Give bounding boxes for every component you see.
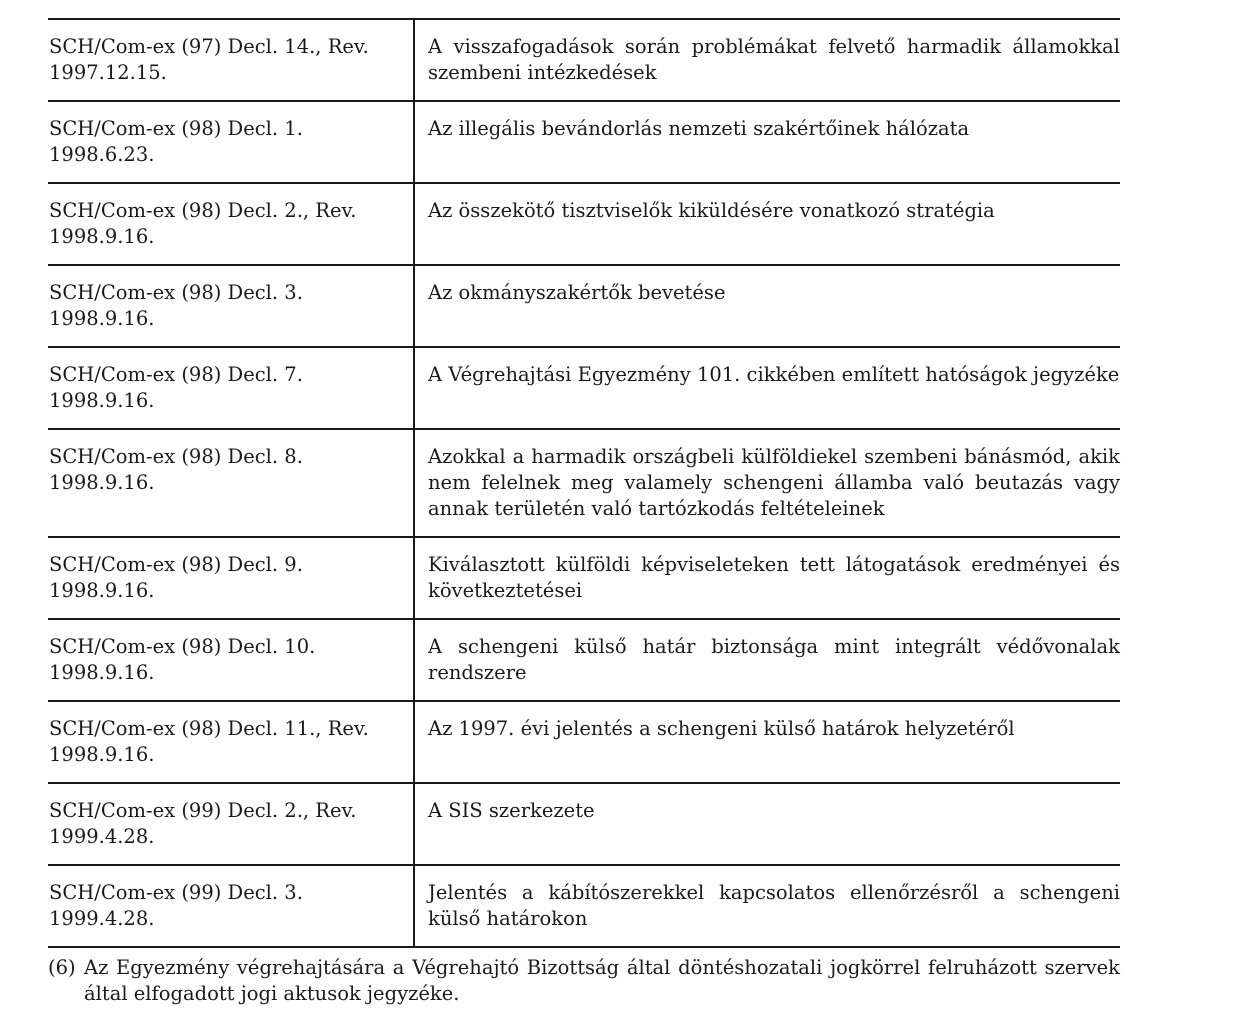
reference-date: 1999.4.28. xyxy=(49,907,155,930)
title-cell: Az illegális bevándorlás nemzeti szakértőinek hálózata xyxy=(414,101,1120,183)
reference-number: SCH/Com-ex (98) Decl. 11., Rev. xyxy=(49,717,369,740)
reference-number: SCH/Com-ex (98) Decl. 3. xyxy=(49,281,303,304)
reference-cell xyxy=(48,783,414,865)
reference-number: SCH/Com-ex (98) Decl. 10. xyxy=(49,635,316,658)
title-cell: Az összekötő tisztviselők kiküldésére vonatkozó stratégia xyxy=(414,183,1120,265)
reference-cell xyxy=(48,701,414,783)
reference-cell xyxy=(48,429,414,537)
table-row xyxy=(48,537,1120,619)
table-row xyxy=(48,701,1120,783)
reference-date: 1998.9.16. xyxy=(49,471,155,494)
table-row xyxy=(48,783,1120,865)
reference-date: 1998.9.16. xyxy=(49,389,155,412)
declarations-table xyxy=(48,18,1120,948)
reference-date: 1998.9.16. xyxy=(49,743,155,766)
table-row xyxy=(48,429,1120,537)
footnote-number: (6) xyxy=(48,956,76,979)
reference-cell xyxy=(48,619,414,701)
reference-number: SCH/Com-ex (98) Decl. 8. xyxy=(49,445,303,468)
title-cell: A schengeni külső határ biztonsága mint integrált védővonalak rendszere xyxy=(414,619,1120,701)
table-row xyxy=(48,619,1120,701)
title-cell: A visszafogadások során problémákat felvető harmadik államokkal szembeni intézkedések xyxy=(414,19,1120,101)
footnote xyxy=(48,955,1120,1007)
reference-date: 1997.12.15. xyxy=(49,61,167,84)
reference-cell xyxy=(48,347,414,429)
title-cell: Az 1997. évi jelentés a schengeni külső határok helyzetéről xyxy=(414,701,1120,783)
reference-cell xyxy=(48,537,414,619)
reference-cell xyxy=(48,19,414,101)
table-row xyxy=(48,101,1120,183)
reference-cell xyxy=(48,101,414,183)
reference-cell xyxy=(48,183,414,265)
reference-date: 1998.9.16. xyxy=(49,307,155,330)
reference-date: 1998.6.23. xyxy=(49,143,155,166)
reference-number: SCH/Com-ex (98) Decl. 9. xyxy=(49,553,303,576)
table-row xyxy=(48,347,1120,429)
reference-number: SCH/Com-ex (99) Decl. 2., Rev. xyxy=(49,799,357,822)
reference-date: 1998.9.16. xyxy=(49,225,155,248)
table-row xyxy=(48,19,1120,101)
reference-number: SCH/Com-ex (98) Decl. 7. xyxy=(49,363,303,386)
reference-date: 1998.9.16. xyxy=(49,579,155,602)
reference-cell xyxy=(48,865,414,947)
reference-cell xyxy=(48,265,414,347)
table-row xyxy=(48,183,1120,265)
title-cell: Az okmányszakértők bevetése xyxy=(414,265,1120,347)
title-cell: Azokkal a harmadik országbeli külföldiekel szembeni bánásmód, akik nem felelnek meg valamely schengeni államba való beutazás vagy annak területén való tartózkodás feltételeinek xyxy=(414,429,1120,537)
footnote-text: Az Egyezmény végrehajtására a Végrehajtó Bizottság által döntéshozatali jogkörrel felruházott szervek által elfogadott jogi aktusok jegyzéke. xyxy=(84,956,1120,1005)
title-cell: A SIS szerkezete xyxy=(414,783,1120,865)
table-row xyxy=(48,865,1120,947)
table-row xyxy=(48,265,1120,347)
title-cell: Kiválasztott külföldi képviseleteken tett látogatások eredményei és következtetései xyxy=(414,537,1120,619)
reference-number: SCH/Com-ex (98) Decl. 2., Rev. xyxy=(49,199,357,222)
reference-number: SCH/Com-ex (99) Decl. 3. xyxy=(49,881,303,904)
reference-number: SCH/Com-ex (97) Decl. 14., Rev. xyxy=(49,35,369,58)
reference-date: 1998.9.16. xyxy=(49,661,155,684)
reference-number: SCH/Com-ex (98) Decl. 1. xyxy=(49,117,303,140)
reference-date: 1999.4.28. xyxy=(49,825,155,848)
title-cell: Jelentés a kábítószerekkel kapcsolatos ellenőrzésről a schengeni külső határokon xyxy=(414,865,1120,947)
title-cell: A Végrehajtási Egyezmény 101. cikkében említett hatóságok jegyzéke xyxy=(414,347,1120,429)
